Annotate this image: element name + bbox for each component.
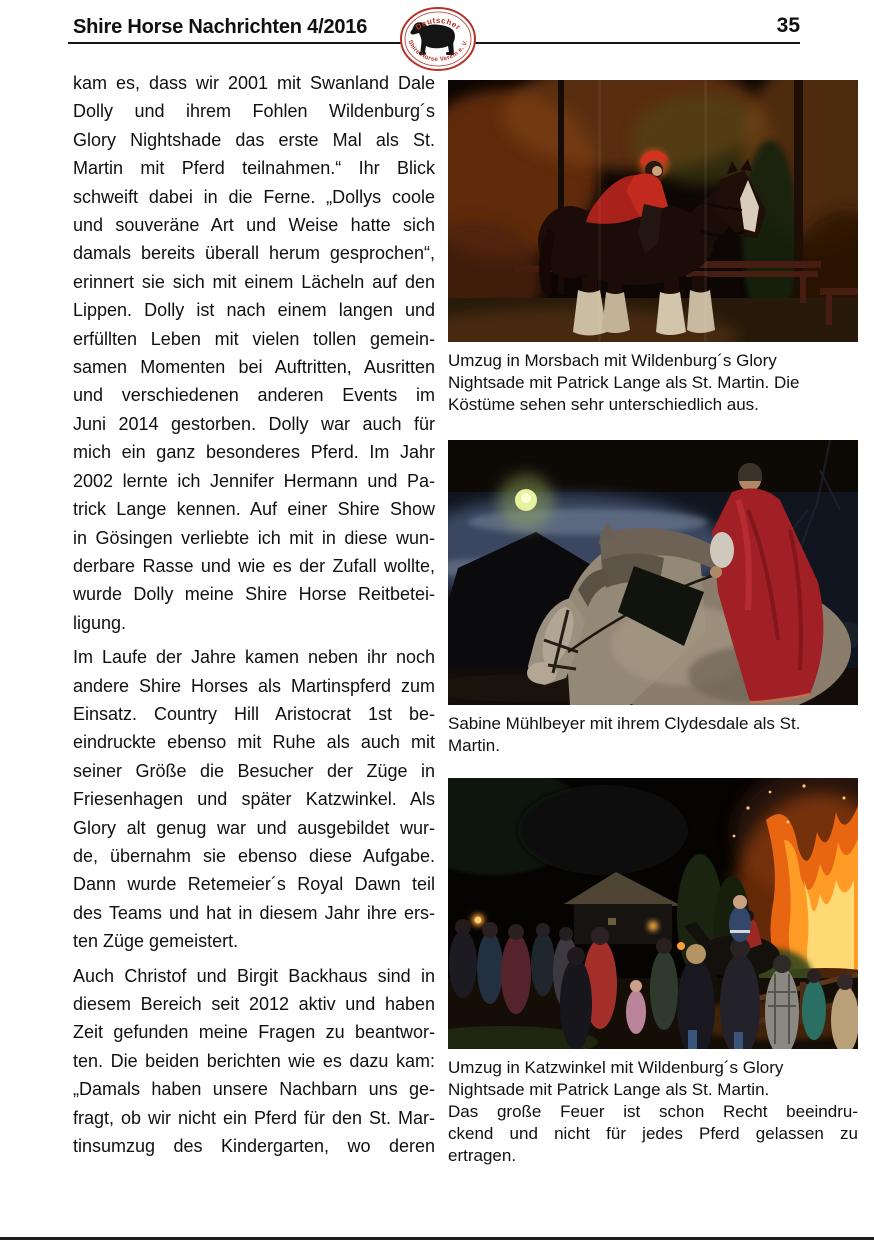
- caption-line: Köstüme sehen sehr unterschiedlich aus.: [448, 395, 759, 414]
- article-text: [73, 69, 435, 1160]
- newsletter-title: Shire Horse Nachrichten 4/2016: [73, 16, 368, 38]
- text-line: Im Laufe der Jahre kamen neben ihr noch: [73, 647, 435, 668]
- caption-line: Umzug in Katzwinkel mit Wildenburg´s Glory: [448, 1058, 784, 1077]
- text-line: samen Momenten bei Auftritten, Ausritten: [73, 357, 435, 378]
- text-line: kam es, dass wir 2001 mit Swanland Dale: [73, 73, 435, 93]
- text-line: Auch Christof und Birgit Backhaus sind in: [73, 965, 435, 986]
- photo-katzwinkel-feuer: [448, 778, 858, 1049]
- text-line: ligung.: [73, 612, 127, 633]
- text-line: Einsatz. Country Hill Aristocrat 1st be-: [73, 703, 435, 724]
- text-line: Friesenhagen und später Katzwinkel. Als: [73, 789, 435, 810]
- text-line: in Gösingen verliebte ich mit in diese wun-: [73, 527, 435, 548]
- text-line: Juni 2014 gestorben. Dolly war auch für: [73, 413, 435, 434]
- club-logo: [399, 6, 477, 72]
- text-line: derbare Rasse und wie es der Zufall wollte,: [73, 555, 435, 576]
- text-line: Lippen. Dolly ist nach einem langen und: [73, 300, 435, 321]
- caption-line: Nightsade mit Patrick Lange als St. Martin.: [448, 1080, 770, 1099]
- text-line: erfüllten Leben mit vielen tollen gemein-: [73, 328, 435, 349]
- caption-line: Sabine Mühlbeyer mit ihrem Clydesdale als St.: [448, 714, 801, 733]
- text-line: Dolly und ihrem Fohlen Wildenburg´s: [73, 101, 435, 122]
- caption-line: ckend und nicht für jedes Pferd gelassen zu: [448, 1124, 858, 1143]
- logo-top-text: Deutscher: [413, 15, 463, 33]
- text-line: de, übernahm sie ebenso diese Aufgabe.: [73, 845, 435, 866]
- logo-bottom-text: Shire Horse Verein e. V.: [406, 39, 470, 64]
- text-line: ten. Die beiden berichten wie es dazu kam:: [73, 1050, 435, 1071]
- text-line: des Teams und hat in diesem Jahr ihre ers-: [73, 902, 435, 923]
- page-number: 35: [776, 14, 800, 37]
- photo-caption-morsbach: [448, 350, 858, 416]
- paragraph: [73, 962, 435, 1161]
- paragraph: [73, 643, 435, 955]
- text-line: damals bereits überall herum gesprochen“,: [73, 243, 435, 264]
- text-line: Zeit gefunden meine Fragen zu beantwor-: [73, 1022, 435, 1043]
- text-line: tinsumzug des Kindergarten, wo deren: [73, 1136, 435, 1157]
- text-line: Dann wurde Retemeier´s Royal Dawn teil: [73, 874, 435, 895]
- photo-column: [448, 80, 858, 1240]
- text-line: eindruckte ebenso mit Ruhe als auch mit: [73, 732, 435, 753]
- text-line: 2002 lernte ich Jennifer Hermann und Pa-: [73, 470, 435, 491]
- photo-clydesdale-rider: [448, 440, 858, 705]
- caption-line: Umzug in Morsbach mit Wildenburg´s Glory: [448, 351, 777, 370]
- text-line: schweift dabei in die Ferne. „Dollys coole: [73, 186, 435, 207]
- text-line: seiner Größe die Besucher der Züge in: [73, 760, 435, 781]
- caption-line: ertragen.: [448, 1146, 517, 1165]
- photo-caption-clydesdale: [448, 713, 858, 757]
- caption-line: Das große Feuer ist schon Recht beeindru-: [448, 1102, 858, 1121]
- text-line: erinnert sie sich mit einem Lächeln auf den: [73, 271, 435, 292]
- text-line: trick Lange kennen. Auf einer Shire Show: [73, 499, 435, 520]
- text-line: „Damals haben unsere Nachbarn uns ge-: [73, 1079, 435, 1100]
- text-line: Glory alt genug war und ausgebildet wur-: [73, 817, 435, 838]
- paragraph: [73, 69, 435, 637]
- text-line: und souveräne Art und Weise hatte sich: [73, 215, 435, 236]
- photo-caption-katzwinkel: [448, 1057, 858, 1167]
- text-line: wurde Dolly meine Shire Horse Reitbetei-: [73, 584, 435, 605]
- street-lamp-glow: [498, 474, 554, 530]
- photo-morsbach-umzug: [448, 80, 858, 342]
- text-line: und verschiedenen anderen Events im: [73, 385, 435, 406]
- text-line: fragt, ob wir nicht ein Pferd für den St. Mar-: [73, 1107, 435, 1128]
- caption-line: Martin.: [448, 736, 500, 755]
- text-line: diesem Bereich seit 2012 aktiv und haben: [73, 994, 435, 1014]
- text-line: andere Shire Horses als Martinspferd zum: [73, 675, 435, 696]
- text-line: ten Züge gemeistert.: [73, 931, 239, 952]
- caption-line: Nightsade mit Patrick Lange als St. Martin. Die: [448, 373, 800, 392]
- text-line: mich ein ganz besonderes Pferd. Im Jahr: [73, 442, 435, 463]
- text-line: Martin mit Pferd teilnahmen.“ Ihr Blick: [73, 158, 435, 179]
- text-line: Glory Nightshade das erste Mal als St.: [73, 129, 435, 150]
